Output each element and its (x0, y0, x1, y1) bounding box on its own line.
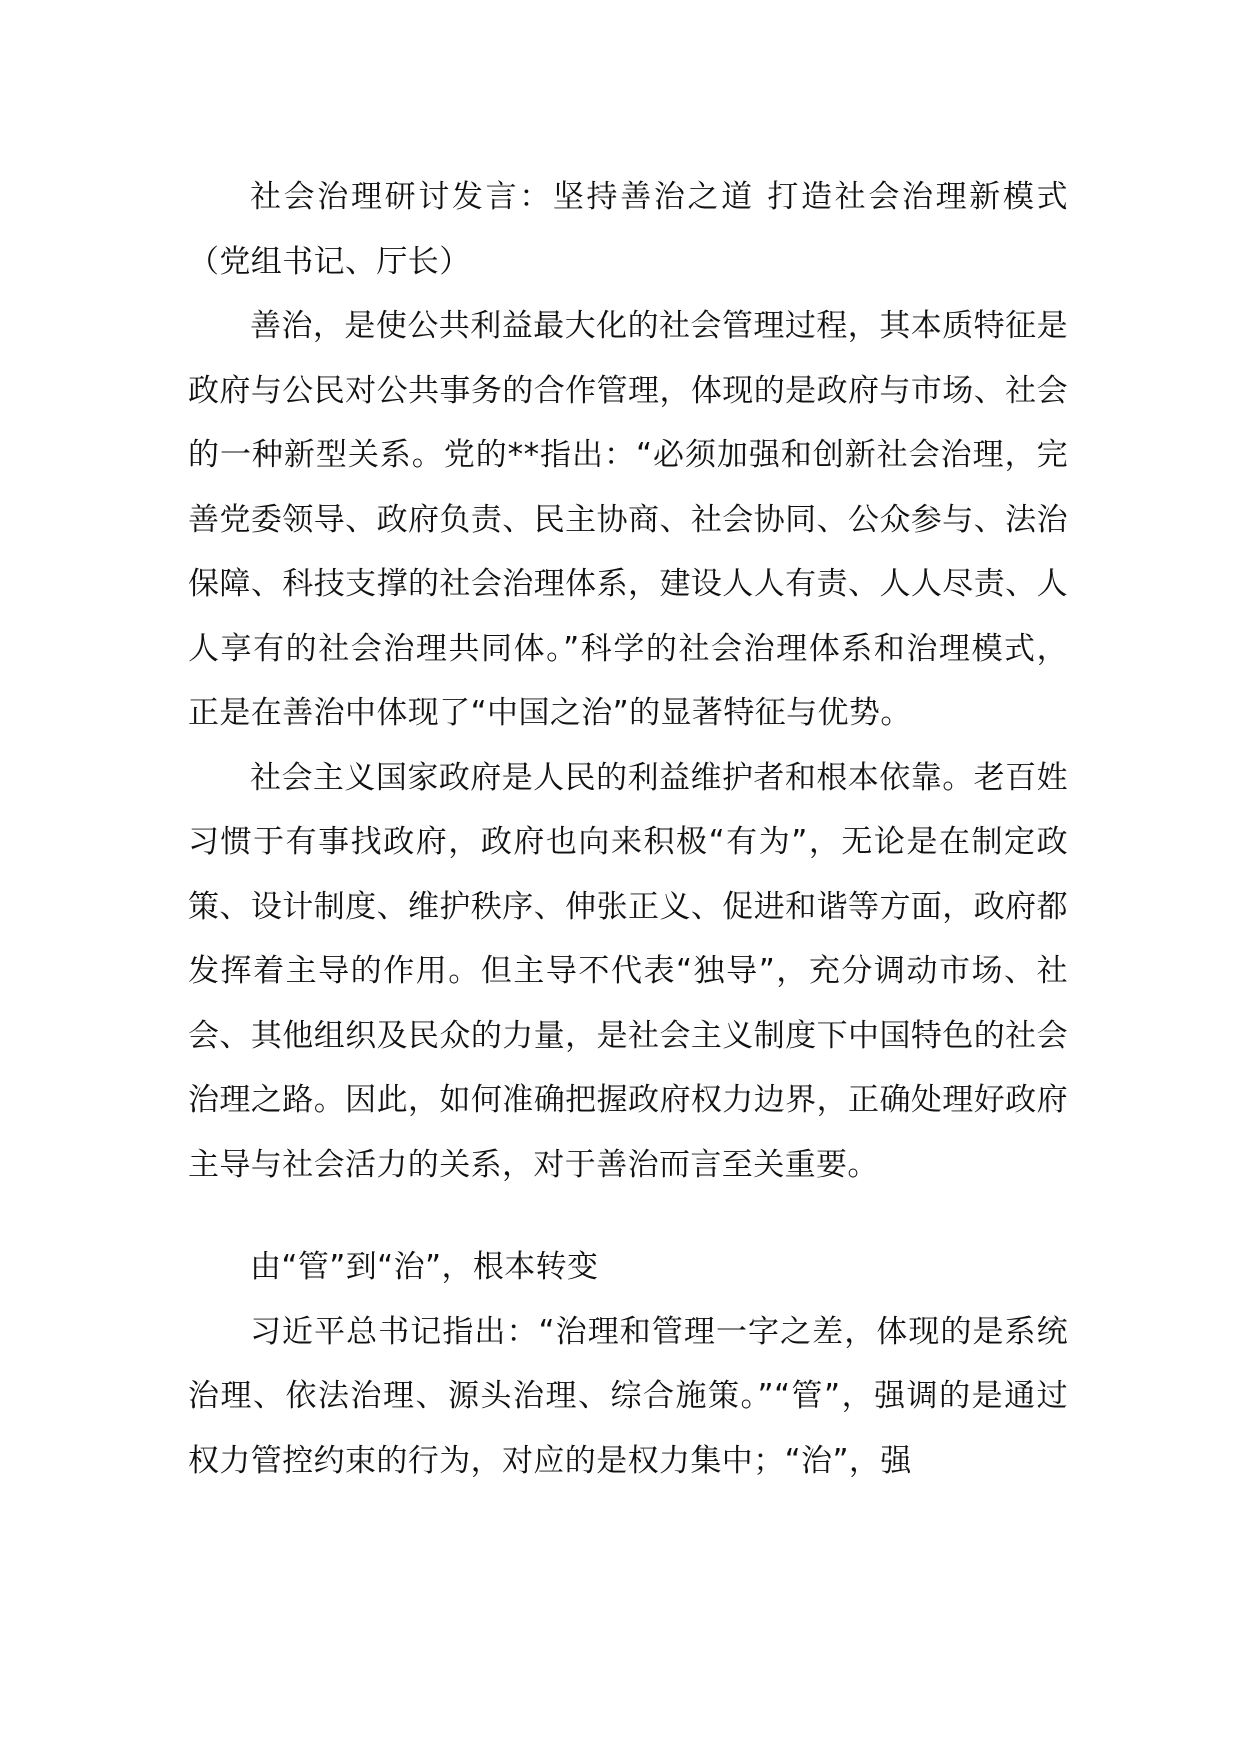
paragraph-good-governance: 善治，是使公共利益最大化的社会管理过程，其本质特征是政府与公民对公共事务的合作管理，体现的是政府与市场、社会的一种新型关系。党的**指出：“必须加强和创新社会治理，完善党委领导、政府负责、民主协商、社会协同、公众参与、法治保障、科技支撑的社会治理体系，建设人人有责、人人尽责、人人享有的社会治理共同体。”科学的社会治理体系和治理模式，正是在善治中体现了“中国之治”的显著特征与优势。 (188, 308, 1068, 731)
document-title: 社会治理研讨发言：坚持善治之道 打造社会治理新模式（党组书记、厅长） (188, 179, 1068, 280)
paragraph-section-body: 习近平总书记指出：“治理和管理一字之差，体现的是系统治理、依法治理、源头治理、综合施策。”“管”，强调的是通过权力管控约束的行为，对应的是权力集中；“治”，强 (188, 1313, 1068, 1479)
paragraph-government-role: 社会主义国家政府是人民的利益维护者和根本依靠。老百姓习惯于有事找政府，政府也向来积极“有为”，无论是在制定政策、设计制度、维护秩序、伸张正义、促进和谐等方面，政府都发挥着主导的作用。但主导不代表“独导”，充分调动市场、社会、其他组织及民众的力量，是社会主义制度下中国特色的社会治理之路。因此，如何准确把握政府权力边界，正确处理好政府主导与社会活力的关系，对于善治而言至关重要。 (188, 759, 1068, 1183)
section-heading: 由“管”到“治”，根本转变 (250, 1249, 599, 1285)
document-body (188, 165, 1068, 1493)
